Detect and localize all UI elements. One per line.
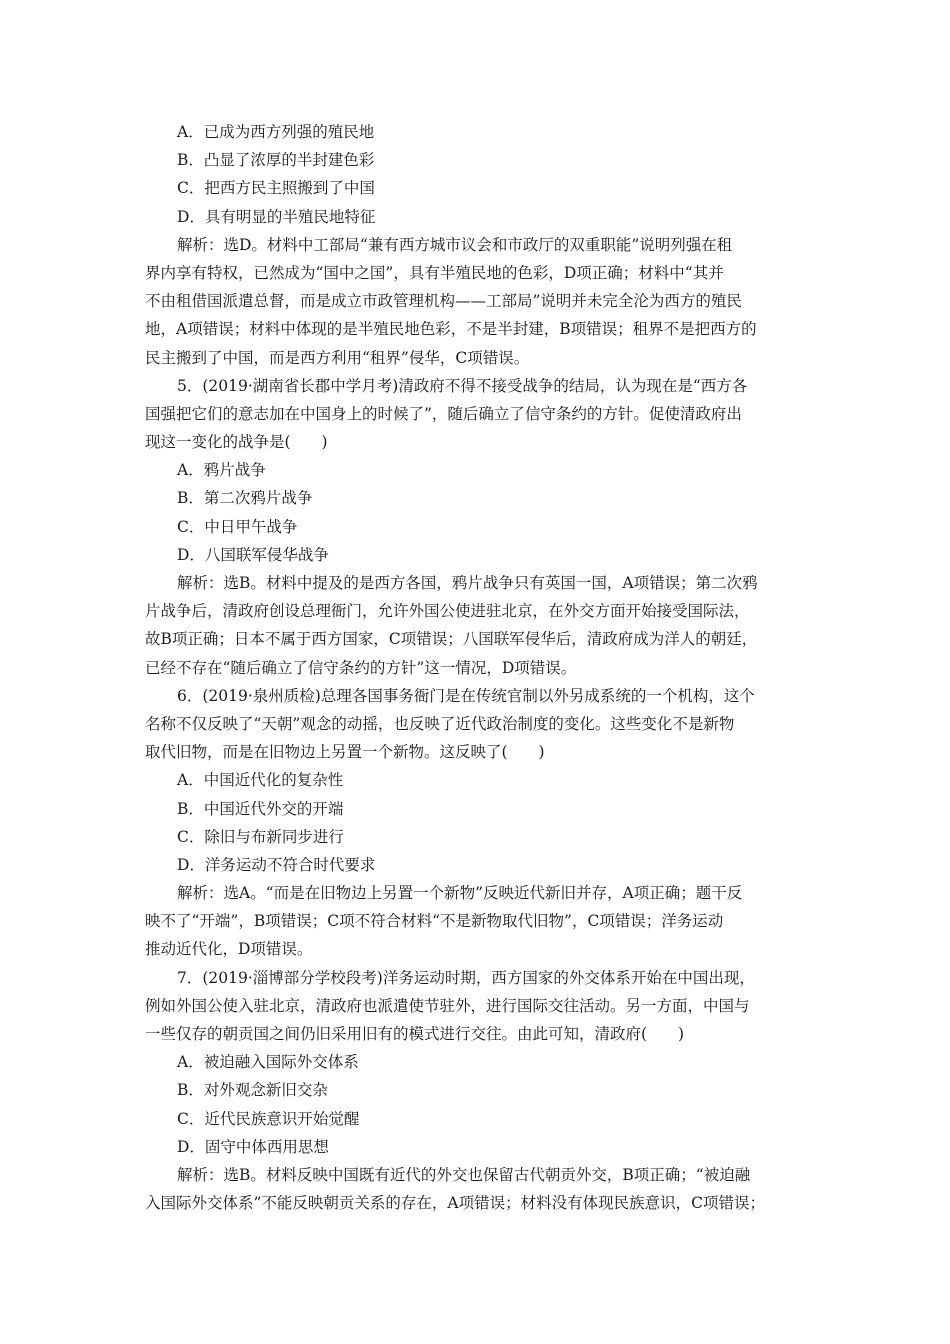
analysis-line: 解析：选B。材料反映中国既有近代的外交也保留古代朝贡外交，B项正确；“被迫融 [177, 1165, 751, 1184]
question-stem-line: 现这一变化的战争是( ) [145, 433, 328, 452]
option-c: C．中日甲午战争 [177, 517, 298, 536]
analysis-line: 界内享有特权，已然成为“国中之国”，具有半殖民地的色彩，D项正确；材料中“其并 [145, 263, 724, 282]
option-b: B．对外观念新旧交杂 [177, 1081, 328, 1100]
option-a: A．已成为西方列强的殖民地 [177, 123, 375, 141]
document-content [145, 118, 821, 1217]
analysis-line: 故B项正确；日本不属于西方国家，C项错误；八国联军侵华后，清政府成为洋人的朝廷， [145, 630, 758, 649]
analysis-line: 入国际外交体系”不能反映朝贡关系的存在，A项错误；材料没有体现民族意识，C项错误； [145, 1194, 765, 1213]
question-stem-line: 取代旧物，而是在旧物边上另置一个新物。这反映了( ) [145, 743, 545, 762]
analysis-line: 民主搬到了中国，而是西方利用“租界”侵华，C项错误。 [145, 348, 530, 367]
analysis-line: 已经不存在“随后确立了信守条约的方针”这一情况，D项错误。 [145, 658, 577, 677]
analysis-line: 地，A项错误；材料中体现的是半殖民地色彩，不是半封建，B项错误；租界不是把西方的 [145, 320, 757, 339]
question-stem-line: 名称不仅反映了“天朝”观念的动摇，也反映了近代政治制度的变化。这些变化不是新物 [145, 714, 735, 733]
option-b: B．第二次鸦片战争 [177, 489, 313, 508]
option-a: A．被迫融入国际外交体系 [177, 1053, 359, 1072]
analysis-line: 映不了“开端”，B项错误；C项不符合材料“不是新物取代旧物”，C项错误；洋务运动 [145, 912, 724, 931]
analysis-line: 解析：选D。材料中工部局“兼有西方城市议会和市政厅的双重职能”说明列强在租 [177, 235, 733, 254]
option-c: C．把西方民主照搬到了中国 [177, 179, 375, 198]
question-6-block [145, 682, 821, 964]
analysis-line: 解析：选A。“而是在旧物边上另置一个新物”反映近代新旧并存，A项正确；题干反 [177, 884, 743, 903]
question-4-block [145, 118, 821, 372]
option-c: C．除旧与布新同步进行 [177, 827, 344, 846]
question-stem-line: 国强把它们的意志加在中国身上的时候了”，随后确立了信守条约的方针。促使清政府出 [145, 404, 742, 423]
option-a: A．鸦片战争 [177, 461, 266, 480]
question-stem-line: 例如外国公使入驻北京，清政府也派遣使节驻外，进行国际交往活动。另一方面，中国与 [145, 996, 750, 1015]
analysis-line: 不由租借国派遣总督，而是成立市政管理机构——工部局”说明并未完全沦为西方的殖民 [145, 292, 742, 311]
question-7-block [145, 964, 821, 1218]
option-d: D．具有明显的半殖民地特征 [177, 207, 376, 226]
question-stem-line: 5．(2019·湖南省长郡中学月考)清政府不得不接受战争的结局，认为现在是“西方各 [177, 376, 748, 395]
option-d: D．八国联军侵华战争 [177, 545, 329, 564]
option-d: D．洋务运动不符合时代要求 [177, 855, 376, 874]
analysis-line: 解析：选B。材料中提及的是西方各国，鸦片战争只有英国一国，A项错误；第二次鸦 [177, 574, 758, 592]
question-stem-line: 7．(2019·淄博部分学校段考)洋务运动时期，西方国家的外交体系开始在中国出现， [177, 968, 755, 987]
option-a: A．中国近代化的复杂性 [177, 771, 344, 790]
option-b: B．凸显了浓厚的半封建色彩 [177, 151, 375, 170]
option-d: D．固守中体西用思想 [177, 1137, 329, 1156]
question-stem-line: 6．(2019·泉州质检)总理各国事务衙门是在传统官制以外另成系统的一个机构，这个 [177, 686, 755, 705]
question-stem-line: 一些仅存的朝贡国之间仍旧采用旧有的模式进行交往。由此可知，清政府( ) [145, 1025, 685, 1043]
analysis-line: 片战争后，清政府创设总理衙门，允许外国公使进驻北京，在外交方面开始接受国际法， [145, 602, 750, 621]
question-5-block [145, 372, 821, 682]
option-c: C．近代民族意识开始觉醒 [177, 1109, 360, 1128]
analysis-line: 推动近代化，D项错误。 [145, 940, 313, 959]
option-b: B．中国近代外交的开端 [177, 799, 344, 818]
